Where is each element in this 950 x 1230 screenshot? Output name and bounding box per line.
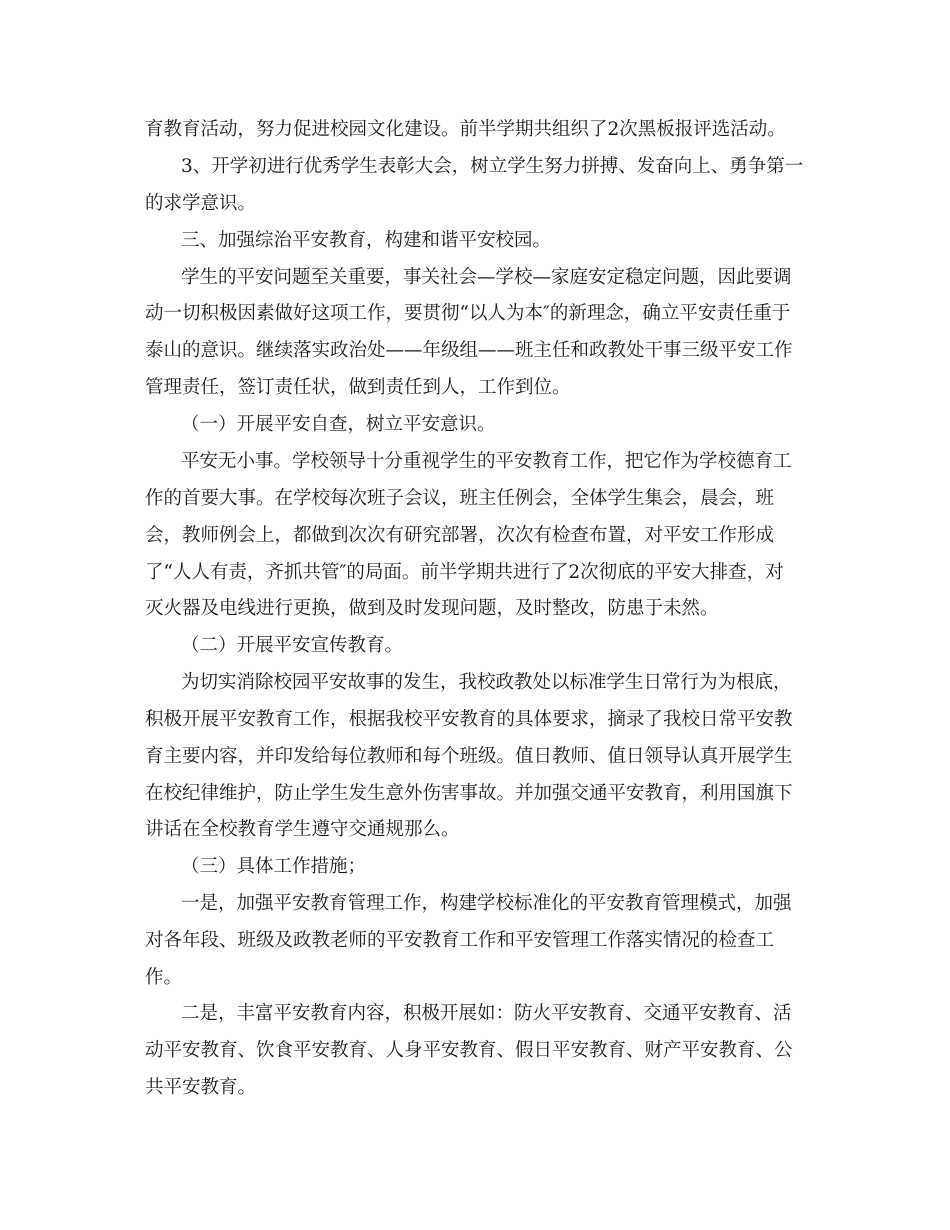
text-line-25: 二是，丰富平安教育内容，积极开展如：防火平安教育、交通平安教育、活 bbox=[181, 1003, 792, 1024]
text-line-12: 会，教师例会上，都做到次次有研究部署，次次有检查布置，对平安工作形成 bbox=[145, 525, 775, 546]
subheading-1: （一）开展平安自查，树立平安意识。 bbox=[181, 414, 496, 435]
text-line-3: 的求学意识。 bbox=[145, 193, 257, 214]
text-line-11: 作的首要大事。在学校每次班子会议，班主任例会，全体学生集会，晨会，班 bbox=[145, 488, 775, 509]
text-line-26: 动平安教育、饮食平安教育、人身平安教育、假日平安教育、财产平安教育、公 bbox=[145, 1040, 793, 1061]
subheading-3: （三）具体工作措施； bbox=[181, 856, 367, 877]
text-line-16: 为切实消除校园平安故事的发生，我校政教处以标准学生日常行为为根底， bbox=[181, 672, 792, 693]
text-line-1: 育教育活动，努力促进校园文化建设。前半学期共组织了2次黑板报评选活动。 bbox=[145, 119, 786, 140]
text-line-13: 了“人人有责，齐抓共管″的局面。前半学期共进行了2次彻底的平安大排查，对 bbox=[145, 562, 784, 583]
text-line-6: 动一切积极因素做好这项工作，要贯彻“以人为本″的新理念，确立平安责任重于 bbox=[145, 303, 791, 324]
text-line-20: 讲话在全校教育学生遵守交通规那么。 bbox=[145, 819, 460, 840]
subheading-2: （二）开展平安宣传教育。 bbox=[181, 635, 404, 656]
text-line-22: 一是，加强平安教育管理工作，构建学校标准化的平安教育管理模式，加强 bbox=[181, 893, 792, 914]
text-line-14: 灭火器及电线进行更换，做到及时发现问题，及时整改，防患于未然。 bbox=[145, 598, 719, 619]
text-line-23: 对各年段、班级及政教老师的平安教育工作和平安管理工作落实情况的检查工 bbox=[145, 930, 775, 951]
text-line-19: 在校纪律维护，防止学生发生意外伤害事故。并加强交通平安教育，利用国旗下 bbox=[145, 783, 793, 804]
text-line-18: 育主要内容，并印发给每位教师和每个班级。值日教师、值日领导认真开展学生 bbox=[145, 746, 793, 767]
text-line-5: 学生的平安问题至关重要，事关社会—学校—家庭安定稳定问题，因此要调 bbox=[181, 267, 792, 288]
text-line-10: 平安无小事。学校领导十分重视学生的平安教育工作，把它作为学校德育工 bbox=[181, 451, 792, 472]
text-line-17: 积极开展平安教育工作，根据我校平安教育的具体要求，摘录了我校日常平安教 bbox=[145, 709, 793, 730]
text-line-27: 共平安教育。 bbox=[145, 1077, 257, 1098]
section-heading-3: 三、加强综治平安教育，构建和谐平安校园。 bbox=[181, 230, 552, 251]
text-line-8: 管理责任，签订责任状，做到责任到人，工作到位。 bbox=[145, 377, 571, 398]
text-line-24: 作。 bbox=[145, 967, 183, 988]
text-line-2: 3、开学初进行优秀学生表彰大会，树立学生努力拼搏、发奋向上、勇争第一 bbox=[181, 156, 804, 177]
text-line-7: 泰山的意识。继续落实政治处——年级组——班主任和政教处干事三级平安工作 bbox=[145, 340, 793, 361]
